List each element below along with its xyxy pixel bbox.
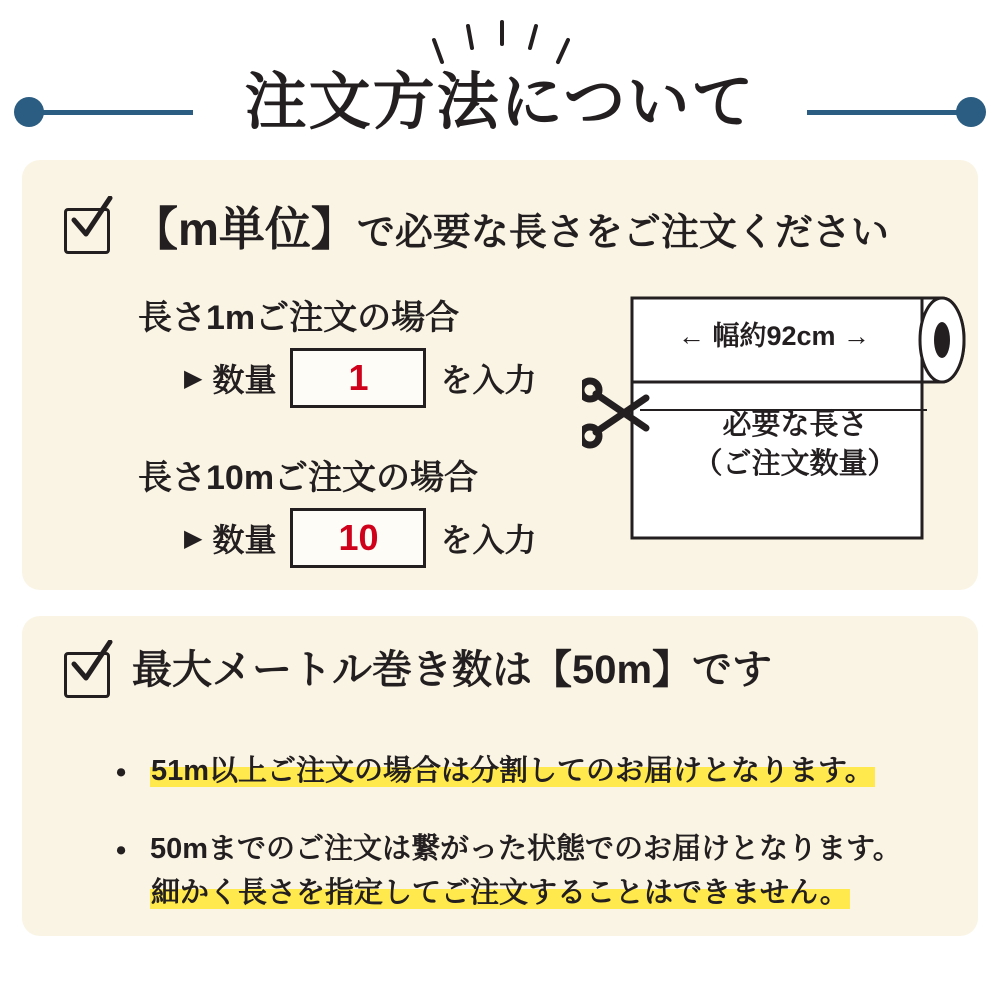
check-icon bbox=[64, 208, 110, 254]
bullet-marker-1: • bbox=[116, 757, 127, 789]
page-title: 注文方法について bbox=[244, 68, 756, 137]
bullet-text-2a: 50mまでのご注文は繋がった状態でのお届けとなります。 bbox=[150, 833, 902, 865]
qty-word-1: 数量 bbox=[212, 362, 277, 398]
roll-center-label-line1: 必要な長さ bbox=[722, 409, 868, 441]
qty-input-10m[interactable]: 10 bbox=[290, 508, 426, 568]
qty-input-1m[interactable]: 1 bbox=[290, 348, 426, 408]
qty-line-1m bbox=[184, 348, 537, 408]
sparkle-icon bbox=[430, 20, 570, 68]
roll-center-label bbox=[670, 406, 920, 484]
bullet-item-2 bbox=[116, 828, 902, 915]
card1-headline-suffix: で必要な長さをご注文ください bbox=[356, 212, 889, 254]
card1-headline bbox=[132, 203, 889, 255]
check-icon-2 bbox=[64, 652, 110, 698]
row-label-10m: 長さ10mご注文の場合 bbox=[138, 459, 479, 497]
qty-line-10m bbox=[184, 508, 537, 568]
row-label-1m: 長さ1mご注文の場合 bbox=[138, 299, 460, 337]
card1-headline-prefix: 【m単位】 bbox=[132, 203, 357, 255]
qty-suffix-2: を入力 bbox=[440, 522, 537, 558]
roll-illustration bbox=[582, 288, 982, 568]
qty-suffix-1: を入力 bbox=[440, 362, 537, 398]
bullet-text-2b: 細かく長さを指定してご注文することはできません。 bbox=[151, 876, 849, 909]
triangle-icon-1: ▶ bbox=[184, 364, 203, 392]
triangle-icon-2: ▶ bbox=[184, 524, 203, 552]
bullet-marker-2: • bbox=[116, 835, 127, 867]
page-header bbox=[0, 0, 1000, 160]
bullet-text-1: 51m以上ご注文の場合は分割してのお届けとなります。 bbox=[151, 755, 874, 787]
roll-width-label: ← 幅約92cm → bbox=[677, 321, 871, 351]
roll-center-label-line2: （ご注文数量） bbox=[693, 448, 897, 481]
qty-word-2: 数量 bbox=[212, 522, 277, 558]
card2-headline: 最大メートル巻き数は【50m】です bbox=[132, 648, 773, 692]
max-length-card bbox=[22, 616, 978, 936]
order-unit-card bbox=[22, 160, 978, 590]
bullet-item-1 bbox=[116, 750, 875, 794]
